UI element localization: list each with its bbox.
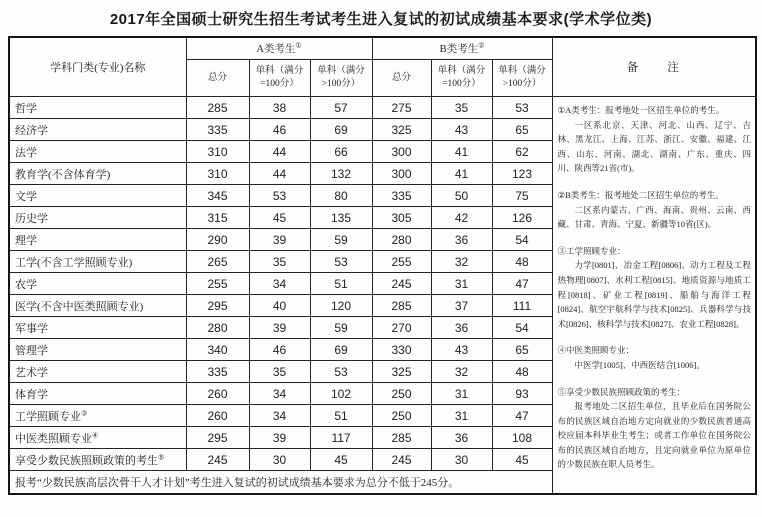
score-cell: 245 — [372, 449, 431, 471]
table-header — [9, 37, 756, 97]
remark-paragraph: ①A类考生：报考地处一区招生单位的考生。 — [557, 105, 725, 115]
score-cell: 126 — [492, 207, 552, 229]
score-cell: 345 — [186, 185, 249, 207]
score-cell: 325 — [372, 361, 431, 383]
row-label: 理学 — [9, 229, 186, 251]
col-header-discipline: 学科门类(专业)名称 — [9, 37, 186, 97]
score-cell: 117 — [310, 427, 372, 449]
score-cell: 44 — [249, 141, 310, 163]
row-label: 管理学 — [9, 339, 186, 361]
score-cell: 123 — [492, 163, 552, 185]
row-label: 艺术学 — [9, 361, 186, 383]
score-cell: 48 — [492, 361, 552, 383]
score-cell: 30 — [431, 449, 492, 471]
col-header-a-single100: 单科（满分=100分） — [249, 60, 310, 97]
score-cell: 245 — [186, 449, 249, 471]
col-header-a-total: 总分 — [186, 60, 249, 97]
score-cell: 51 — [310, 405, 372, 427]
score-cell: 285 — [372, 295, 431, 317]
row-label: 工学照顾专业③ — [9, 405, 186, 427]
score-cell: 135 — [310, 207, 372, 229]
remark-paragraph: 报考地处二区招生单位，且毕业后在国务院公布的民族区域自治地方定向就业的少数民族普通高校应届本科毕业生考生；或者工作单位在国务院公布的民族区域自治地方，且定向就业单位为原单位的少数民族在职人员考生。 — [557, 401, 752, 470]
remark-paragraph: ③工学照顾专业： — [557, 245, 626, 256]
score-cell: 340 — [186, 339, 249, 361]
score-cell: 330 — [372, 339, 431, 361]
score-cell: 47 — [492, 273, 552, 295]
score-cell: 31 — [431, 405, 492, 427]
footnote-cell: 报考“少数民族高层次骨干人才计划”考生进入复试的初试成绩基本要求为总分不低于245分。 — [9, 471, 552, 495]
score-cell: 108 — [492, 427, 552, 449]
row-label: 军事学 — [9, 317, 186, 339]
score-cell: 250 — [372, 405, 431, 427]
score-cell: 260 — [186, 405, 249, 427]
remark-paragraph: ⑤享受少数民族照顾政策的考生： — [557, 386, 686, 397]
score-cell: 285 — [372, 427, 431, 449]
score-cell: 40 — [249, 295, 310, 317]
score-cell: 310 — [186, 141, 249, 163]
score-cell: 315 — [186, 207, 249, 229]
row-label: 农学 — [9, 273, 186, 295]
score-cell: 39 — [249, 229, 310, 251]
remark-paragraph: ④中医类照顾专业： — [557, 345, 635, 356]
col-header-group-b — [372, 37, 552, 60]
score-cell: 35 — [431, 97, 492, 119]
row-label: 中医类照顾专业④ — [9, 427, 186, 449]
score-cell: 260 — [186, 383, 249, 405]
score-cell: 50 — [431, 185, 492, 207]
score-cell: 335 — [372, 185, 431, 207]
score-cell: 295 — [186, 427, 249, 449]
score-cell: 69 — [310, 119, 372, 141]
score-cell: 275 — [372, 97, 431, 119]
score-cell: 59 — [310, 229, 372, 251]
score-cell: 36 — [431, 317, 492, 339]
score-cell: 310 — [186, 163, 249, 185]
score-cell: 80 — [310, 185, 372, 207]
score-cell: 280 — [186, 317, 249, 339]
score-cell: 46 — [249, 119, 310, 141]
row-label: 教育学(不含体育学) — [9, 163, 186, 185]
score-cell: 42 — [431, 207, 492, 229]
row-label: 法学 — [9, 141, 186, 163]
score-cell: 44 — [249, 163, 310, 185]
col-header-b-single100: 单科（满分=100分） — [431, 60, 492, 97]
score-cell: 270 — [372, 317, 431, 339]
group-a-label: A类考生 — [256, 44, 296, 55]
score-cell: 53 — [310, 251, 372, 273]
table-row — [9, 97, 756, 119]
row-label: 体育学 — [9, 383, 186, 405]
score-cell: 41 — [431, 141, 492, 163]
score-cell: 325 — [372, 119, 431, 141]
score-cell: 43 — [431, 119, 492, 141]
score-cell: 102 — [310, 383, 372, 405]
score-cell: 65 — [492, 119, 552, 141]
score-cell: 34 — [249, 405, 310, 427]
remark-paragraph: ②B类考生：报考地处二区招生单位的考生。 — [557, 189, 724, 200]
score-cell: 43 — [431, 339, 492, 361]
row-footnote-mark: ③ — [81, 408, 88, 417]
remarks-cell — [552, 97, 756, 495]
score-cell: 132 — [310, 163, 372, 185]
group-b-footnote-mark: ② — [478, 41, 485, 50]
remark-paragraph: 力学[0801]、冶金工程[0806]、动力工程及工程热物理[0807]、水利工程[0815]、地质资源与地质工程[0818]、矿业工程[0819]、船舶与海洋工程[0824]、航空宇航科学与技术[0825]、兵器科学与技术[0826]、核科学与技术[0827]、农业工程[0828]。 — [557, 260, 752, 329]
score-cell: 39 — [249, 427, 310, 449]
col-header-a-single-over100: 单科（满分>100分） — [310, 60, 372, 97]
row-label: 医学(不含中医类照顾专业) — [9, 295, 186, 317]
score-cell: 120 — [310, 295, 372, 317]
row-label: 文学 — [9, 185, 186, 207]
col-header-group-a — [186, 37, 372, 60]
score-cell: 39 — [249, 317, 310, 339]
score-cell: 255 — [186, 273, 249, 295]
score-cell: 66 — [310, 141, 372, 163]
row-label: 享受少数民族照顾政策的考生⑤ — [9, 449, 186, 471]
score-cell: 305 — [372, 207, 431, 229]
score-cell: 62 — [492, 141, 552, 163]
score-cell: 57 — [310, 97, 372, 119]
score-cell: 34 — [249, 273, 310, 295]
score-cell: 32 — [431, 361, 492, 383]
score-cell: 300 — [372, 163, 431, 185]
score-cell: 51 — [310, 273, 372, 295]
score-cell: 34 — [249, 383, 310, 405]
score-cell: 41 — [431, 163, 492, 185]
score-cell: 48 — [492, 251, 552, 273]
score-cell: 37 — [431, 295, 492, 317]
score-cell: 47 — [492, 405, 552, 427]
score-cell: 255 — [372, 251, 431, 273]
score-requirements-table — [8, 36, 757, 495]
score-cell: 54 — [492, 317, 552, 339]
score-cell: 45 — [310, 449, 372, 471]
group-b-label: B类考生 — [439, 44, 479, 55]
row-footnote-mark: ④ — [92, 430, 99, 439]
score-cell: 46 — [249, 339, 310, 361]
score-cell: 265 — [186, 251, 249, 273]
score-cell: 335 — [186, 361, 249, 383]
col-header-b-single-over100: 单科（满分>100分） — [492, 60, 552, 97]
group-a-footnote-mark: ① — [295, 41, 302, 50]
score-cell: 250 — [372, 383, 431, 405]
row-label: 哲学 — [9, 97, 186, 119]
score-cell: 53 — [310, 361, 372, 383]
row-label: 经济学 — [9, 119, 186, 141]
score-cell: 35 — [249, 361, 310, 383]
score-cell: 53 — [249, 185, 310, 207]
score-cell: 59 — [310, 317, 372, 339]
score-cell: 75 — [492, 185, 552, 207]
score-cell: 295 — [186, 295, 249, 317]
remark-paragraph: 一区系北京、天津、河北、山西、辽宁、吉林、黑龙江、上海、江苏、浙江、安徽、福建、江西、山东、河南、湖北、湖南、广东、重庆、四川、陕西等21省(市)。 — [557, 119, 752, 174]
score-cell: 36 — [431, 427, 492, 449]
score-cell: 38 — [249, 97, 310, 119]
score-cell: 36 — [431, 229, 492, 251]
score-cell: 300 — [372, 141, 431, 163]
score-cell: 93 — [492, 383, 552, 405]
score-cell: 53 — [492, 97, 552, 119]
score-cell: 65 — [492, 339, 552, 361]
page-title: 2017年全国硕士研究生招生考试考生进入复试的初试成绩基本要求(学术学位类) — [109, 11, 653, 28]
remark-paragraph: 中医学[1005]、中西医结合[1006]。 — [574, 359, 705, 370]
score-cell: 35 — [249, 251, 310, 273]
score-cell: 285 — [186, 97, 249, 119]
score-cell: 245 — [372, 273, 431, 295]
score-cell: 31 — [431, 383, 492, 405]
col-header-remarks: 备 注 — [552, 37, 756, 97]
col-header-b-total: 总分 — [372, 60, 431, 97]
remark-paragraph: 二区系内蒙古、广西、海南、贵州、云南、西藏、甘肃、青海、宁夏、新疆等10省(区)。 — [557, 204, 752, 230]
score-cell: 335 — [186, 119, 249, 141]
row-label: 历史学 — [9, 207, 186, 229]
score-cell: 45 — [249, 207, 310, 229]
score-cell: 69 — [310, 339, 372, 361]
score-cell: 30 — [249, 449, 310, 471]
score-cell: 31 — [431, 273, 492, 295]
score-cell: 280 — [372, 229, 431, 251]
score-cell: 45 — [492, 449, 552, 471]
table-body — [9, 97, 756, 495]
row-label: 工学(不含工学照顾专业) — [9, 251, 186, 273]
header-row-groups — [9, 37, 756, 60]
score-cell: 54 — [492, 229, 552, 251]
score-cell: 32 — [431, 251, 492, 273]
score-cell: 111 — [492, 295, 552, 317]
score-cell: 290 — [186, 229, 249, 251]
row-footnote-mark: ⑤ — [158, 452, 165, 461]
